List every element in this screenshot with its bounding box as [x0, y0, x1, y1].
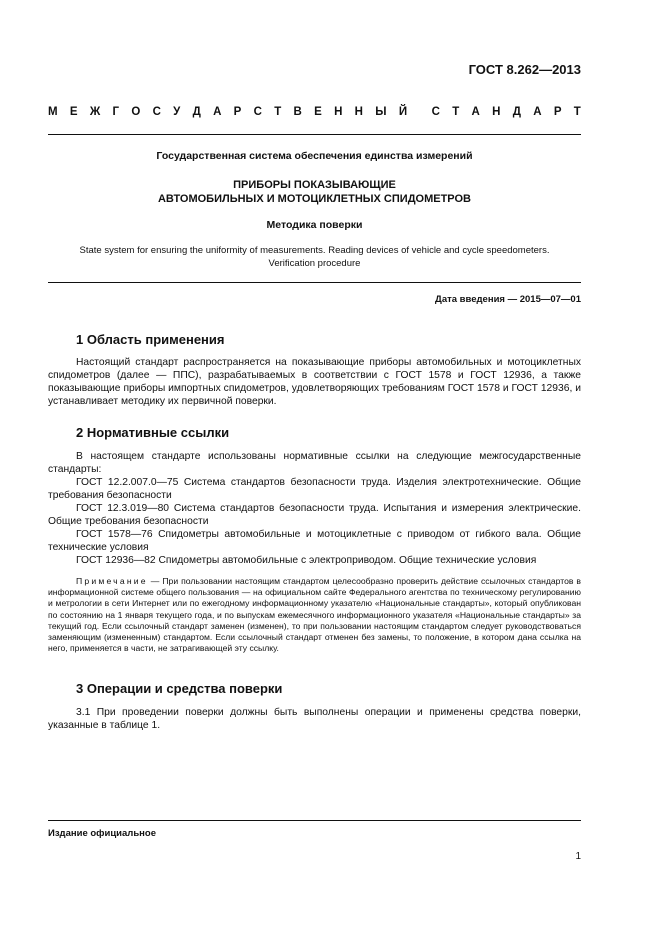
official-edition-label: Издание официальное [48, 828, 156, 839]
header-rule [48, 134, 581, 135]
section-2-heading: 2 Нормативные ссылки [76, 425, 230, 440]
reference-item: ГОСТ 12.3.019—80 Система стандартов безопасности труда. Испытания и измерения электрические. Общие требования безопасности [48, 503, 581, 527]
banner-letter: Г [112, 106, 120, 118]
banner-letter: Т [452, 106, 460, 118]
note-label: Примечание [76, 576, 148, 586]
document-code: ГОСТ 8.262—2013 [468, 62, 581, 77]
banner-letter: Т [274, 106, 282, 118]
reference-item: ГОСТ 12.2.007.0—75 Система стандартов безопасности труда. Изделия электротехнические. Общие требования безопасности [48, 477, 581, 501]
english-title-line-2: Verification procedure [268, 258, 361, 269]
banner-letter: Е [69, 106, 78, 118]
banner-letter: С [152, 106, 161, 118]
banner-letter: М [48, 106, 58, 118]
banner-letter: Н [492, 106, 501, 118]
banner-letter: Е [314, 106, 322, 118]
banner-letter: Д [512, 106, 521, 118]
section-3-text: 3.1 При проведении поверки должны быть выполнены операции и применены средства поверки, указанные в таблице 1. [48, 707, 581, 731]
banner-letter: Н [354, 106, 363, 118]
note-text: — При пользовании настоящим стандартом целесообразно проверить действие ссылочных стандартов в информационной системе общего пользования — на официальном сайте Федерального агентства по техническому регулированию и метрологии в сети Интернет или по ежегодному информационному указателю «Национальные стандарты», который опубликован по состоянию на 1 января текущего года, и по выпускам ежемесячного информационного указателя «Национальные стандарты» за текущий год. Если ссылочный стандарт заменен (изменен), то при пользовании настоящим стандартом следует руководствоваться заменяющим (измененным) стандартом. Если ссылочный стандарт отменен без замены, то положение, в котором дана ссылка на него, применяется в части, не затрагивающей эту ссылку. [48, 576, 581, 654]
title-bottom-rule [48, 282, 581, 283]
banner-letter: У [173, 106, 181, 118]
banner-letter: А [471, 106, 480, 118]
reference-item: ГОСТ 12936—82 Спидометры автомобильные с электроприводом. Общие технические условия [76, 555, 537, 566]
document-title [48, 178, 581, 206]
banner-letter: С [431, 106, 440, 118]
reference-note [48, 576, 581, 654]
banner-letter: В [293, 106, 302, 118]
section-1-heading: 1 Область применения [76, 332, 225, 347]
banner-letter: Д [192, 106, 201, 118]
section-2-intro: В настоящем стандарте использованы нормативные ссылки на следующие межгосударственные стандарты: [48, 451, 581, 475]
english-title [48, 244, 581, 270]
banner-letter: Р [233, 106, 242, 118]
banner-letter: Н [334, 106, 343, 118]
banner-letter: Т [573, 106, 581, 118]
section-3-heading: 3 Операции и средства поверки [76, 681, 283, 696]
banner-letter: О [131, 106, 141, 118]
banner-letter: Й [398, 106, 408, 118]
english-title-line-1: State system for ensuring the uniformity of measurements. Reading devices of vehicle and cycle speedometers. [79, 245, 550, 256]
banner-letter: Ж [89, 106, 101, 118]
title-line-1: ПРИБОРЫ ПОКАЗЫВАЮЩИЕ [233, 179, 396, 191]
reference-item: ГОСТ 1578—76 Спидометры автомобильные и мотоциклетные с приводом от гибкого вала. Общие технические условия [48, 529, 581, 553]
banner-letter: Ы [375, 106, 387, 118]
method-subtitle: Методика поверки [266, 219, 363, 231]
page-number: 1 [575, 851, 581, 862]
banner-letter: А [213, 106, 222, 118]
system-title: Государственная система обеспечения единства измерений [156, 150, 473, 162]
title-line-2: АВТОМОБИЛЬНЫХ И МОТОЦИКЛЕТНЫХ СПИДОМЕТРОВ [157, 193, 471, 205]
banner-letter: Р [553, 106, 562, 118]
interstate-standard-banner [48, 106, 581, 122]
introduction-date: Дата введения — 2015—07—01 [435, 294, 581, 305]
banner-letter: С [253, 106, 262, 118]
banner-letter: А [533, 106, 542, 118]
section-1-text: Настоящий стандарт распространяется на показывающие приборы автомобильных и мотоциклетных спидометров (далее — ППС), разрабатываемых в соответствии с ГОСТ 1578 и ГОСТ 12936, а также показывающие приборы импортных спидометров, удовлетворяющих требованиям ГОСТ 1578 и ГОСТ 12936, и устанавливает методику их первичной поверки. [48, 357, 581, 407]
footer-rule [48, 820, 581, 821]
